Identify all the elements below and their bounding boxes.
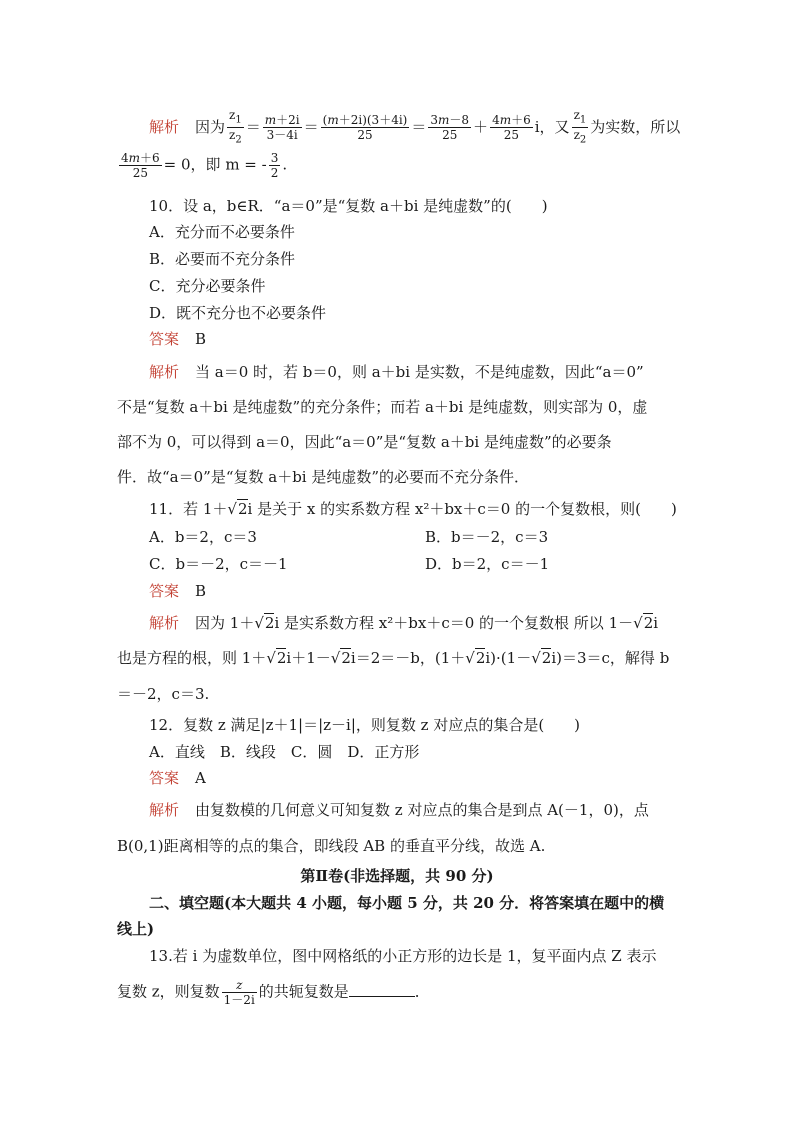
q10-option-d: D．既不充分也不必要条件 [149,304,327,322]
fraction: $\frac{z}{1-2i}$ [223,978,255,1007]
fraction: $\frac{m+2i}{3-4i}$ [264,113,300,143]
fraction: $\frac{4m+6}{25}$ [121,151,160,180]
analysis-label: 解析 [149,801,180,819]
fraction: $\frac{3m-8}{25}$ [430,113,470,143]
q11-analysis-2: 也是方程的根，则 1＋√2i＋1－√2i＝2＝－b，(1＋√2i)·(1－√2i)＝3＝c，解得 b [117,649,670,667]
fraction: $\frac{z_1}{z_2}$ [229,108,242,146]
fraction: $\frac{(m+2i)(3+4i)}{25}$ [322,113,408,143]
q9-analysis-line-2: $\frac{4m+6}{25}$ = 0，即 m = - $\frac{3}{2}$ . [121,151,288,180]
analysis-label: 解析 [149,614,180,632]
q11-option-b: B．b＝－2，c＝3 [425,528,549,546]
analysis-label: 解析 [149,117,180,136]
answer-label: 答案 [149,330,180,348]
q12-options: A．直线 B．线段 C．圆 D．正方形 [149,743,420,761]
q10-stem: 10．设 a，b∈R．“a＝0”是“复数 a＋bi 是纯虚数”的( ) [149,197,548,215]
fraction: $\frac{4m+6}{25}$ [492,113,531,143]
q11-option-d: D．b＝2，c＝－1 [425,555,550,573]
q10-option-a: A．充分而不必要条件 [149,223,295,241]
q11-answer [149,581,206,601]
q11-option-a: A．b＝2，c＝3 [149,528,257,546]
q12-stem: 12．复数 z 满足|z＋1|＝|z－i|，则复数 z 对应点的集合是( ) [149,716,581,734]
q9-analysis-line-1: 解析 因为 $\frac{z_1}{z_2}$ ＝ $\frac{m+2i}{3-4i}$ ＝ $\frac{(m+2i)(3+4i)}{25}$ ＝ $\frac{3m-8}{25}$ ＋ $\frac{4m+6}{25}$ i，又 $\frac{z_1}{z_2}$ 为实数，所以 [149,108,681,146]
q13-line-1: 13.若 i 为虚数单位，图中网格纸的小正方形的边长是 1，复平面内点 Z 表示 [149,947,657,965]
q12-analysis-1: 解析 由复数模的几何意义可知复数 z 对应点的集合是到点 A(－1，0)，点 [149,801,649,819]
q11-option-c: C．b＝－2，c＝－1 [149,555,288,573]
q10-option-c: C．充分必要条件 [149,277,266,295]
section-title: 第Ⅱ卷(非选择题，共 90 分) [300,867,494,885]
q10-analysis-4: 件．故“a＝0”是“复数 a＋bi 是纯虚数”的必要而不充分条件． [117,468,530,486]
q11-analysis-1: 解析 因为 1＋√2i 是实系数方程 x²＋bx＋c＝0 的一个复数根 所以 1－√2i [149,614,659,632]
q10-analysis-3: 部不为 0，可以得到 a＝0，因此“a＝0”是“复数 a＋bi 是纯虚数”的必要条 [117,433,612,451]
answer-label: 答案 [149,582,180,600]
q12-analysis-2: B(0,1)距离相等的点的集合，即线段 AB 的垂直平分线，故选 A. [117,837,546,855]
q10-answer [149,329,206,349]
fraction: $\frac{3}{2}$ [270,151,279,180]
answer-value: B [195,330,207,348]
q10-analysis-1: 解析 当 a＝0 时，若 b＝0，则 a＋bi 是实数，不是纯虚数，因此“a＝0” [149,363,644,381]
section-heading-1: 二、填空题(本大题共 4 小题，每小题 5 分，共 20 分．将答案填在题中的横 [149,894,665,912]
answer-value: B [195,582,207,600]
q12-answer [149,768,206,788]
section-heading-2: 线上) [117,920,155,938]
q10-option-b: B．必要而不充分条件 [149,250,296,268]
answer-blank [349,982,415,997]
q11-analysis-3: ＝－2，c＝3. [117,685,210,703]
answer-label: 答案 [149,769,180,787]
q13-line-2: 复数 z，则复数 $\frac{z}{1-2i}$ 的共轭复数是 ． [117,978,430,1007]
analysis-label: 解析 [149,363,180,381]
fraction: $\frac{z_1}{z_2}$ [573,108,587,146]
q11-stem: 11．若 1＋√2i 是关于 x 的实系数方程 x²＋bx＋c＝0 的一个复数根，则( ) [149,500,677,518]
q10-analysis-2: 不是“复数 a＋bi 是纯虚数”的充分条件；而若 a＋bi 是纯虚数，则实部为 0，虚 [117,398,648,416]
answer-value: A [195,769,206,787]
